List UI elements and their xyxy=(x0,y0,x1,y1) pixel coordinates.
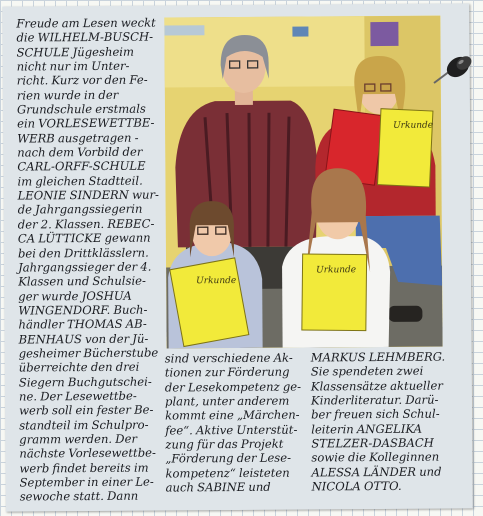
text-line: CA LÜTTICKE gewann xyxy=(17,230,151,246)
text-line: werb findet bereits im xyxy=(19,460,149,476)
text-line: ein VORLESEWETTBE- xyxy=(17,115,155,131)
text-line: gramm werden. Der xyxy=(19,431,138,447)
text-line: ber freuen sich Schul- xyxy=(311,406,440,422)
push-pin-icon xyxy=(430,53,476,93)
text-line: werb soll ein fester Be- xyxy=(19,402,154,418)
text-line: WINGENDORF. Buch- xyxy=(18,302,148,318)
text-line: ne. Der Lesewettbe- xyxy=(18,388,137,404)
text-line: überreichte den drei xyxy=(18,359,140,375)
text-line: sind verschiedene Ak- xyxy=(164,350,293,366)
article-column-right xyxy=(311,350,450,494)
text-line: LEONIE SINDERN wur- xyxy=(17,187,159,203)
text-line: richt. Kurz vor den Fe- xyxy=(16,72,148,88)
text-line: Kinderliteratur. Darü- xyxy=(310,392,439,408)
text-line: Sie spendeten zwei xyxy=(310,364,424,379)
text-line: SCHULE Jügesheim xyxy=(16,44,135,60)
text-line: BENHAUS von der Jü- xyxy=(18,331,149,347)
text-line: nach dem Vorbild der xyxy=(17,144,143,160)
text-line: nächste Vorlesewettbe- xyxy=(19,445,156,461)
text-line: kommt eine „Märchen- xyxy=(165,407,300,423)
certificate-label: Urkunde xyxy=(196,276,237,287)
text-line: MARKUS LEHMBERG. xyxy=(310,349,446,365)
article-column-middle xyxy=(165,351,304,495)
text-line: der Lesekompetenz ge- xyxy=(164,379,302,395)
text-line: Grundschule erstmals xyxy=(16,101,146,117)
text-line: CARL-ORFF-SCHULE xyxy=(17,159,146,174)
text-line: NICOLA OTTO. xyxy=(311,478,402,494)
text-line: WERB ausgetragen - xyxy=(17,130,139,146)
text-line: plant, unter anderem xyxy=(164,393,290,409)
text-line: STELZER-DASBACH xyxy=(311,435,434,451)
text-line: auch SABINE und xyxy=(165,479,271,495)
certificate-label: Urkunde xyxy=(316,265,357,276)
text-line: zung für das Projekt xyxy=(165,436,284,452)
text-line: die WILHELM-BUSCH- xyxy=(16,29,154,45)
text-line: Siegern Buchgutschei- xyxy=(18,374,152,390)
text-line: leiterin ANGELIKA xyxy=(311,421,423,437)
text-line: fee“. Aktive Unterstüt- xyxy=(165,422,298,438)
newspaper-clipping xyxy=(2,3,473,511)
text-line: Freude am Lesen weckt xyxy=(16,15,156,31)
article-photo xyxy=(164,16,442,349)
text-line: nicht nur im Unter- xyxy=(16,58,130,74)
text-line: sewoche statt. Dann xyxy=(19,489,139,504)
article-column-left xyxy=(16,16,165,505)
text-line: der 2. Klassen. REBEC- xyxy=(17,216,155,232)
text-line: tionen zur Förderung xyxy=(164,364,290,380)
text-line: Klassen und Schulsie- xyxy=(18,273,146,289)
text-line: bei den Drittklässlern. xyxy=(17,245,149,261)
text-line: ger wurde JOSHUA xyxy=(18,288,132,304)
text-line: September in einer Le- xyxy=(19,474,154,490)
text-line: Klassensätze aktueller xyxy=(310,378,443,394)
text-line: kompetenz“ leisteten xyxy=(165,465,290,481)
text-line: gesheimer Bücherstube xyxy=(18,345,159,361)
text-line: sowie die Kolleginnen xyxy=(311,450,440,465)
text-line: Jahrgangssieger der 4. xyxy=(18,259,152,275)
text-line: ALESSA LÄNDER und xyxy=(311,464,442,480)
text-line: rien wurde in der xyxy=(16,87,119,103)
text-line: im gleichen Stadtteil. xyxy=(17,173,143,189)
text-line: standteil im Schulpro- xyxy=(19,417,149,433)
text-line: händler THOMAS AB- xyxy=(18,316,147,332)
text-line: „Förderung der Lese- xyxy=(165,451,292,466)
photo-illustration xyxy=(164,16,442,349)
text-line: de Jahrgangssiegerin xyxy=(17,202,143,218)
certificate-label: Urkunde xyxy=(393,120,434,131)
